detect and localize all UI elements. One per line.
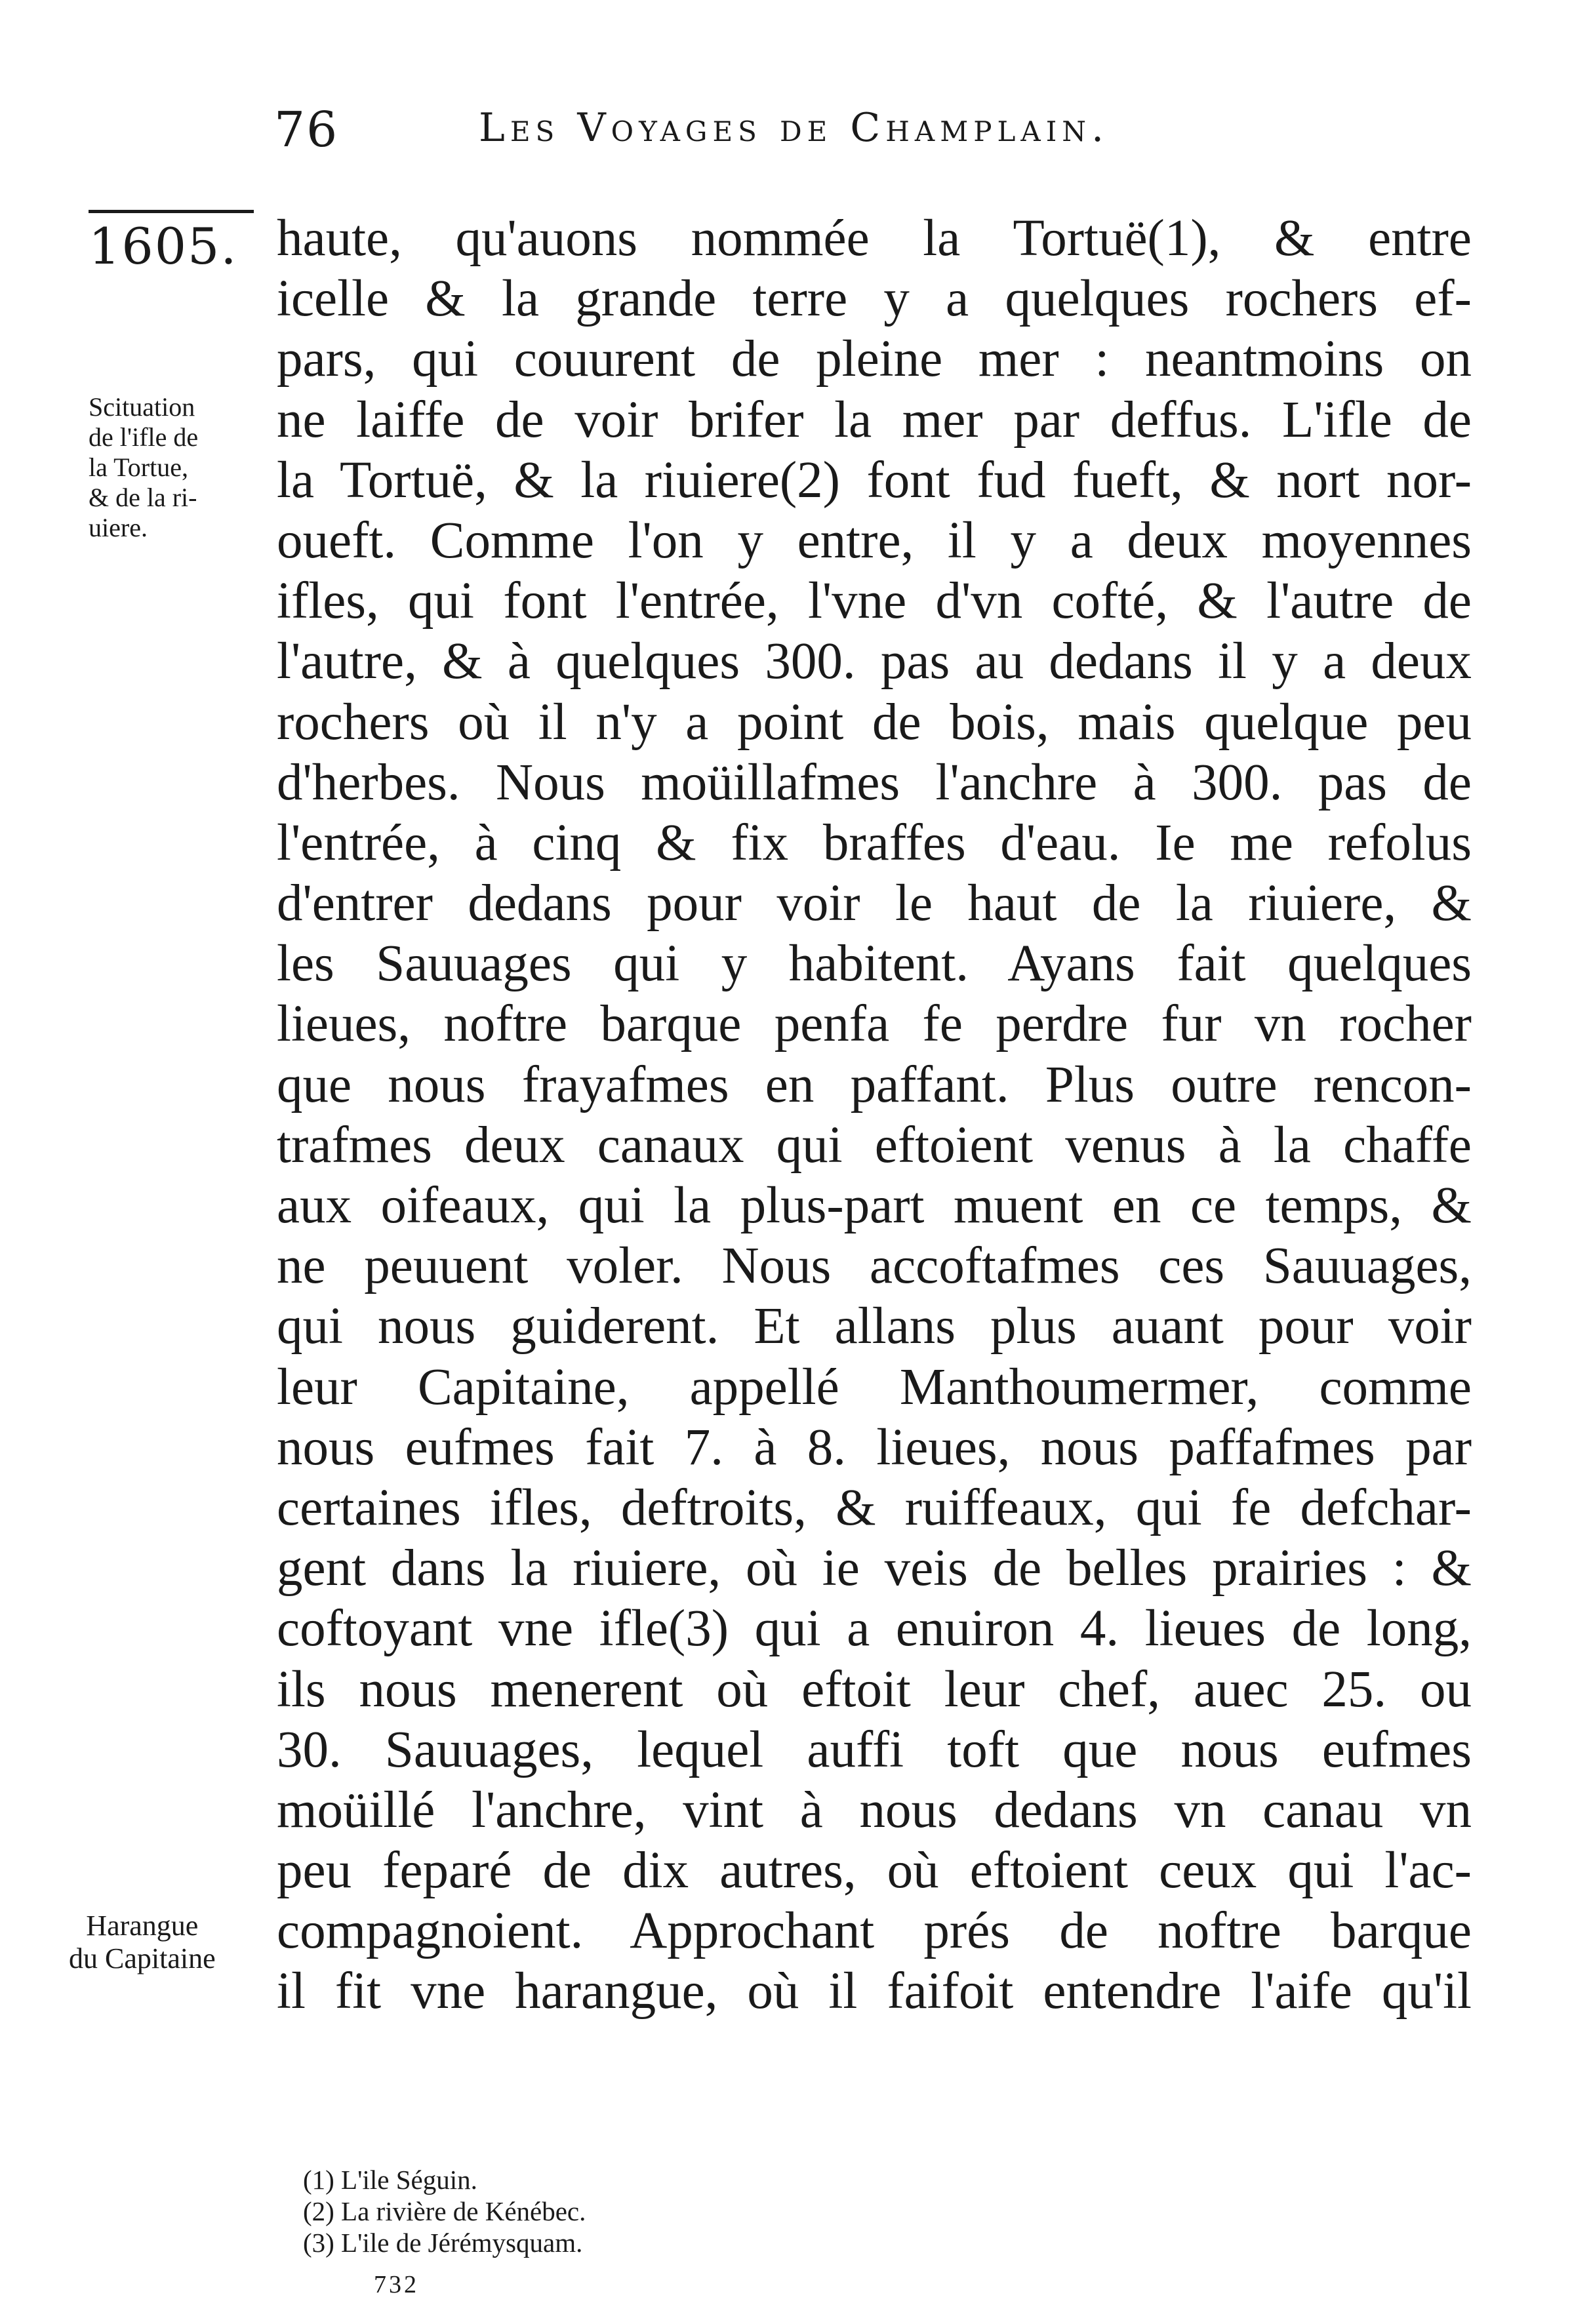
margin-note-scituation <box>89 392 198 543</box>
margin-note-line: de l'ifle de <box>89 422 199 452</box>
body-line: ifles, qui font l'entrée, l'vne d'vn cofté, & l'autre de <box>277 572 1472 630</box>
body-line: les Sauuages qui y habitent. Ayans fait quelques <box>277 935 1472 993</box>
footnotes <box>303 2164 586 2258</box>
margin-note-harangue <box>69 1910 216 1975</box>
page-number: 76 <box>274 102 339 158</box>
margin-note-line: uiere. <box>89 513 148 542</box>
body-line: l'autre, & à quelques 300. pas au dedans il y a deux <box>277 633 1472 691</box>
body-line: rochers où il n'y a point de bois, mais quelque peu <box>277 693 1472 751</box>
margin-year: 1605. <box>89 210 254 275</box>
body-line: compagnoient. Approchant prés de noftre barque <box>277 1902 1472 1960</box>
body-line: ne peuuent voler. Nous accoftafmes ces Sauuages, <box>277 1237 1472 1295</box>
margin-note-line: Scituation <box>89 392 195 422</box>
body-line: ne laiffe de voir brifer la mer par deffus. L'ifle de <box>277 391 1472 449</box>
body-line: aux oifeaux, qui la plus-part muent en ce temps, & <box>277 1177 1472 1234</box>
body-line: certaines ifles, deftroits, & ruiffeaux, qui fe defchar- <box>277 1479 1472 1536</box>
footnote: (3) L'ile de Jérémysquam. <box>303 2228 583 2258</box>
body-line: lieues, noftre barque penfa fe perdre fur vn rocher <box>277 995 1472 1053</box>
body-line: icelle & la grande terre y a quelques rochers ef- <box>277 270 1472 328</box>
body-line: coftoyant vne ifle(3) qui a enuiron 4. lieues de long, <box>277 1600 1472 1658</box>
body-line: il fit vne harangue, où il faifoit entendre l'aife qu'il <box>277 1963 1472 2020</box>
body-line: pars, qui couurent de pleine mer : neantmoins on <box>277 331 1472 388</box>
body-text <box>277 209 1472 2022</box>
body-line: ils nous menerent où eftoit leur chef, auec 25. ou <box>277 1660 1472 1718</box>
body-line: haute, qu'auons nommée la Tortuë(1), & entre <box>277 210 1472 267</box>
body-line: leur Capitaine, appellé Manthoumermer, comme <box>277 1358 1472 1416</box>
body-line: peu feparé de dix autres, où eftoient ceux qui l'ac- <box>277 1842 1472 1900</box>
margin-note-line: la Tortue, <box>89 452 188 482</box>
body-line: que nous frayafmes en paffant. Plus outre rencon- <box>277 1056 1472 1113</box>
margin-note-line: Harangue <box>86 1910 199 1942</box>
running-head: Les Voyages de Champlain. <box>479 105 1110 151</box>
margin-note-line: du Capitaine <box>69 1942 216 1974</box>
margin-note-line: & de la ri- <box>89 483 197 512</box>
body-line: l'entrée, à cinq & fix braffes d'eau. Ie me refolus <box>277 814 1472 872</box>
footnote: (2) La rivière de Kénébec. <box>303 2196 586 2226</box>
body-line: oueft. Comme l'on y entre, il y a deux moyennes <box>277 511 1472 569</box>
body-line: 30. Sauuages, lequel auffi toft que nous eufmes <box>277 1721 1472 1778</box>
body-line: gent dans la riuiere, où ie veis de belles prairies : & <box>277 1540 1472 1597</box>
body-line: qui nous guiderent. Et allans plus auant pour voir <box>277 1298 1472 1355</box>
body-line: la Tortuë, & la riuiere(2) font fud fueft, & nort nor- <box>277 451 1472 509</box>
body-line: d'entrer dedans pour voir le haut de la riuiere, & <box>277 875 1472 932</box>
body-line: d'herbes. Nous moüillafmes l'anchre à 300. pas de <box>277 753 1472 811</box>
body-line: moüillé l'anchre, vint à nous dedans vn canau vn <box>277 1781 1472 1839</box>
body-line: nous eufmes fait 7. à 8. lieues, nous paffafmes par <box>277 1418 1472 1476</box>
signature-mark: 732 <box>374 2271 419 2298</box>
body-line: trafmes deux canaux qui eftoient venus à la chaffe <box>277 1116 1472 1174</box>
footnote: (1) L'ile Séguin. <box>303 2165 477 2195</box>
